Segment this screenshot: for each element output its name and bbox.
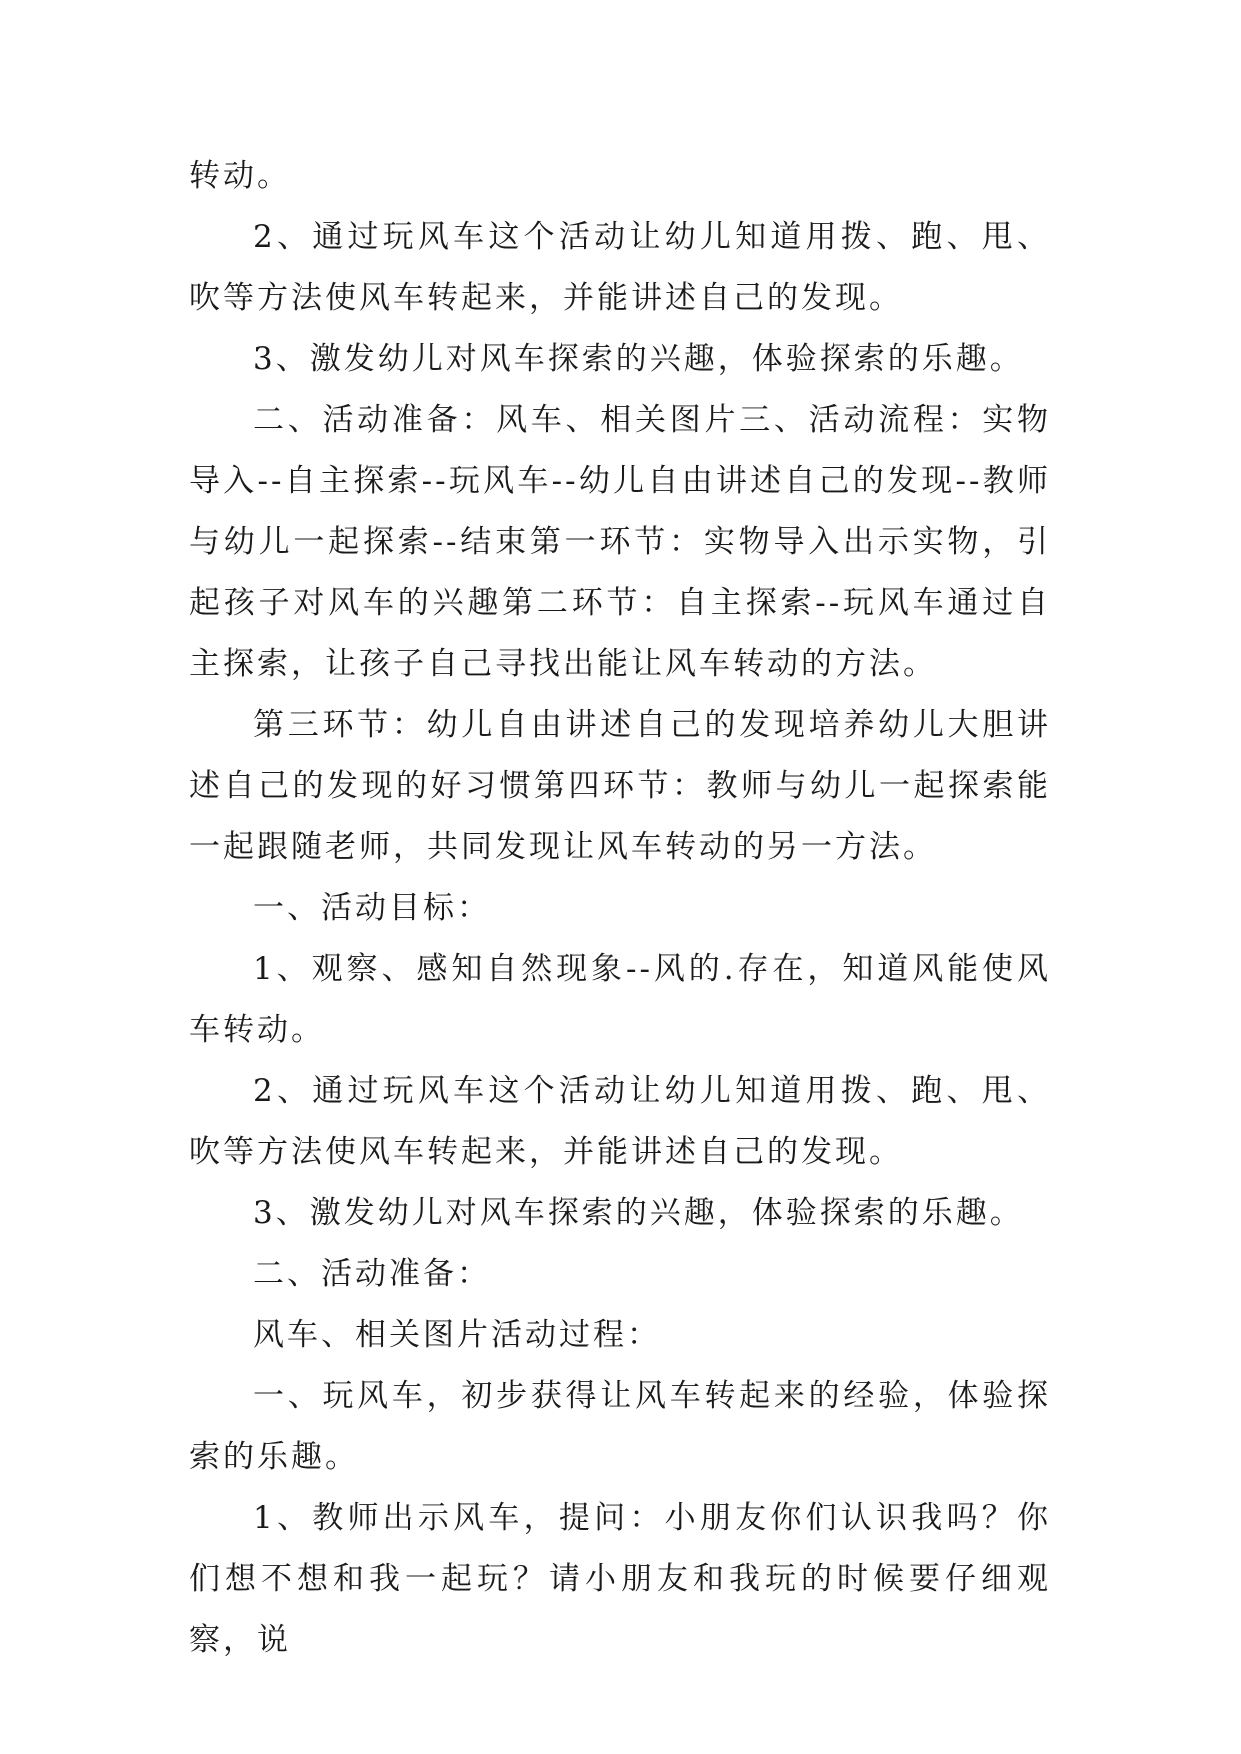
paragraph-13: 1、教师出示风车，提问：小朋友你们认识我吗？你们想不想和我一起玩？请小朋友和我玩的时候要仔细观察，说 bbox=[189, 1500, 1051, 1658]
paragraph-12: 一、玩风车，初步获得让风车转起来的经验，体验探索的乐趣。 bbox=[189, 1378, 1051, 1475]
paragraph-2: 2、通过玩风车这个活动让幼儿知道用拨、跑、甩、吹等方法使风车转起来，并能讲述自己的发现。 bbox=[189, 219, 1051, 316]
paragraph-8: 2、通过玩风车这个活动让幼儿知道用拨、跑、甩、吹等方法使风车转起来，并能讲述自己的发现。 bbox=[189, 1073, 1051, 1170]
paragraph-10: 二、活动准备： bbox=[253, 1256, 491, 1292]
paragraph-9: 3、激发幼儿对风车探索的兴趣，体验探索的乐趣。 bbox=[253, 1195, 1024, 1231]
paragraph-3: 3、激发幼儿对风车探索的兴趣，体验探索的乐趣。 bbox=[253, 341, 1024, 377]
document-body bbox=[189, 146, 1051, 1671]
paragraph-7: 1、观察、感知自然现象--风的.存在，知道风能使风车转动。 bbox=[189, 951, 1051, 1048]
paragraph-1: 转动。 bbox=[189, 158, 291, 194]
paragraph-6: 一、活动目标： bbox=[253, 890, 491, 926]
paragraph-4: 二、活动准备：风车、相关图片三、活动流程：实物导入--自主探索--玩风车--幼儿自由讲述自己的发现--教师与幼儿一起探索--结束第一环节：实物导入出示实物，引起孩子对风车的兴趣第二环节：自主探索--玩风车通过自主探索，让孩子自己寻找出能让风车转动的方法。 bbox=[189, 402, 1051, 682]
paragraph-5: 第三环节：幼儿自由讲述自己的发现培养幼儿大胆讲述自己的发现的好习惯第四环节：教师与幼儿一起探索能一起跟随老师，共同发现让风车转动的另一方法。 bbox=[189, 707, 1051, 865]
paragraph-11: 风车、相关图片活动过程： bbox=[253, 1317, 661, 1353]
